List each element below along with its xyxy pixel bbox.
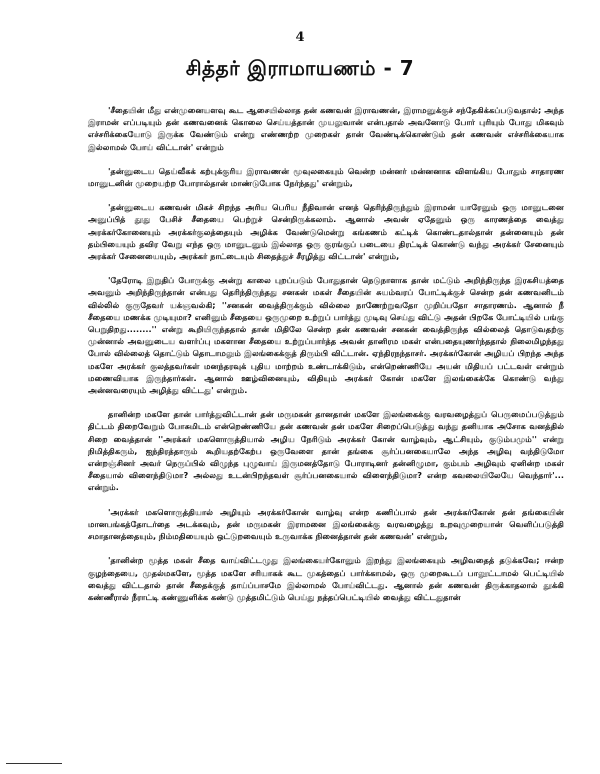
paragraph: 'அரக்கர் மகளொருத்தியால் அழியும் அரக்கர்கோன் வாழ்வு என்ற கணிப்பால் தன் அரக்கர்கோன் தன் தங்கையின் மானபங்கத்தோடர்தை அடக்கவும், தன் மருமகன் இராமனை இலங்கைக்கு வரவழைத்து உறவுமுறையான் வெளிப்படுத்தி சமாதானத்தையும், நிம்மதியையும் ஒட்டுறவையும் உருவாக்க நினைத்தான் தன் கணவன்' என்றும், — [88, 506, 564, 542]
paragraph: 'தானின்ற மூத்த மகள் சீதை வாய்விட்டழுது இலங்கையர்கோனும் இறந்து இலங்கையும் அழிவதைத் தடுக்கவே; ஈன்ற குழந்தையை, முதல்மகளே, மூத்த மகளே சரியாகக் கூட முகத்தைப் பார்க்காமல், ஒரு முறைகூடப் பாலூட்டாமல் பெட்டியில் வைத்து விட்டதால் தான் சீதைக்குத் தாய்ப்பாசமே இல்லாமல் போய்விட்டது. ஆனால் தன் கணவன் திருக்காதலால் தூக்கி கண்ணீரால் நீராட்டி கண்ணுளிக்க கண்டு முத்தமிட்டும் பெய்து நத்தப்பெட்டியில் வைத்து விட்டதுதான் — [88, 555, 564, 602]
paragraph: 'தன்னுடைய தெய்வீகக் கற்புக்குரிய இராவணன் மூவுலகையும் வென்ற மன்னர் மன்னனாக விளங்கிய போதும் சாதாரண மானுடனின் முறையற்ற போரால்தான் மாண்டுபோக நேர்ந்தது' என்றும், — [88, 165, 564, 189]
paragraph: 'சீதையின் மீது என்முனையளவு கூட ஆசையில்லாத தன் கணவன் இராவணன், இராமனுக்குச் சந்தேகிக்கப்படுவதால்; அந்த இராமன் எப்படியும் தன் கணவனைக் கொலை செய்யத்தான் முயலுவான் என்பதால் அவனோடு போர் புரியும் போது மிகவும் எச்சரிக்கையோடு இருக்க வேண்டும் என்று எண்ணற்ற முறைகள் தான் வேண்டிக்கொண்டும் தன் கணவன் எச்சரிக்கையாக இல்லாமல் போய் விட்டான்' என்றும் — [88, 105, 564, 152]
footer-rule — [6, 763, 62, 764]
body-text — [88, 104, 564, 603]
page-number: 4 — [295, 30, 305, 45]
page-title: சித்தர் இராமாயணம் - 7 — [185, 56, 415, 80]
paragraph: தானின்ற மகளே தான் பார்த்துவிட்டான் தன் மருமகன் தானதான் மகளே இலங்கைக்கு வரவழைத்துப் பெருமைப்படுத்தும் திட்டம் திறைவேறும் போசுமிடம் என்றெண்ணியே தன் கணவன் தன் மகளே சிறைப்பெடுத்து வந்து தனியாக அசோக வனத்தில் சிறை வைத்தான் ''அரக்கர் மகளொருத்தியால் அழிய நேரிடும் அரக்கர் கோன் வாழ்வும், ஆட்சியும், குடும்பமும்'' என்று நிமித்திகரும், ஐந்திரத்தாரும் கூறியதற்கேற்ப ஒருவேளை தான் தங்கை சூர்ப்பனகையாலே அந்த அழிவு வந்திடுமோ என்றஞ்சினர் அவர் நெருப்பில் விழுந்த புழுவாய் இருமனத்தோடு போராடினர் தன்னிழுமா, கும்பம் அழிவும் ஏனின்ற மகள் சீதையால் விளைந்திடுமா? அல்லது உடன்பிறந்தவள் சூர்ப்பனகையால் விளைந்திடுமா? என்ற கவலையிலேயே வெந்தார்'... என்றும். — [88, 409, 564, 493]
paragraph: 'தன்னுடைய கணவன் மிகச் சிறந்த அரிய பெரிய நீதிவான் எனத் தெரிந்திருந்தும் இராமன் யாரேனும் ஒரு மானுடனை அனுப்பித் தூது பேசிச் சீதையை பெற்றுச் சென்றிருக்கலாம். ஆனால் அவன் ஏதேனும் ஒரு காரணத்தை வைத்து அரக்கர்கோனையும் அரக்கர்குலத்தையும் அழிக்க வேண்டுமென்று கங்கணம் கட்டிக் கொண்டதால்தான் தன்னையும் தன் தம்பியையும் தவிர வேறு எந்த ஒரு மானுடனும் இல்லாத ஒரு குரங்குப் படையை திரட்டிக் கொண்டு வந்து அரக்கர் சேனையும் அரக்கர் சேனையையும், அரக்கர் நாட்டையும் சிதைத்துச் சீரழித்து விட்டான்' என்றும், — [88, 202, 564, 262]
paragraph: 'தேரோடி இறுதிப் போருக்கு அன்று காலை புறப்படும் போதுதான் நெடுநாளாக தான் மட்டும் அறிந்திருந்த இரகசியத்தை அவனும் அறிந்திருந்தான் என்பது தெரிந்திருந்தது சனகன் மகள் சீதையின் சுயம்வரப் போட்டிக்குச் சென்ற தன் கணவனிடம் வில்லில் குருதேவர் யக்ஞவல்கி; ''சனகன் வைத்திருக்கும் வில்லை நாணேற்றுவதோ முறிப்பதோ சாதாரணம். ஆனால் நீ சீதையை மணக்க முடியுமா? எனினும் சீதையை ஒருமுறை உற்றுப் பார்த்து முடிவு செய்து விட்டு அதன் பிறகே போட்டியில் பங்கு பெறுதிறது........'' என்று கூறியிருந்ததால் தான் மிதிலே சென்ற தன் கணவன் சனகன் வைத்திருந்த வில்லைத் தொடுவதற்கு முன்னால் அவனுடைய வளர்ப்பு மகளான சீதையை உற்றுப்பார்த்த அவன் தானிரம மகள் என்பதையுணர்ந்ததால் நிலைமிழந்தது போல் வில்லைத் தொட்டும் தொடாமலும் இலங்கைக்குத் திரும்பி விட்டான். ஏந்திரநந்தாசர். அரக்கர்கோன் அழியப் பிறந்த அந்த மகளே அரக்கர் குலத்தவர்கள் மனந்தரவுக் புதிய மாற்றம் உண்டாக்கிடும், என்றெண்ணியே அயன் மிதியப் பட்டவள் என்றும் மணைவியாக இருந்தார்கள். ஆனால் ஊழ்வினையும், விதியும் அரக்கர் கோன் மகளே இலங்கைக்கே கொண்டு வந்து அன்னவரையும் அழித்து விட்டது' என்றும். — [88, 275, 564, 396]
